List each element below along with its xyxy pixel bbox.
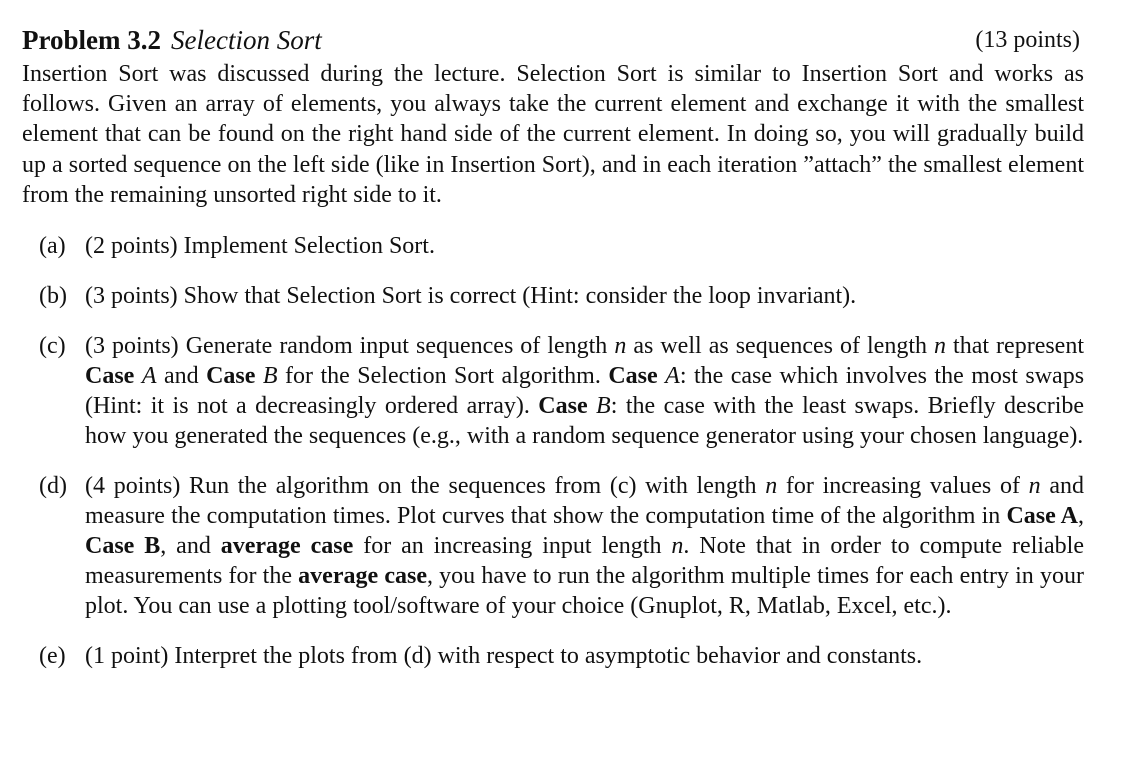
case-word: Case [85, 363, 135, 390]
text-run: , and [160, 533, 221, 560]
subtask-d-text [85, 471, 1084, 621]
text-run: and measure the computation times. Plot curves that show the computation time of the algorithm in [85, 473, 1084, 530]
text-run: , [1078, 503, 1084, 530]
subtask-c [22, 331, 1084, 451]
text-run: : the case which involves the most swaps (Hint: it is not a decreasingly ordered array). [85, 363, 1085, 420]
subtask-b-label: (b) [39, 283, 67, 310]
subtask-c-text [85, 331, 1084, 451]
math-case-a: A [665, 363, 680, 390]
case-b-bold: Case B [85, 533, 161, 560]
math-case-b: B [262, 363, 278, 390]
subtask-d [22, 471, 1084, 621]
problem-title: Selection Sort [170, 25, 322, 55]
subtask-b-text: (3 points) Show that Selection Sort is correct (Hint: consider the loop invariant). [85, 283, 857, 310]
average-case-bold: average case [298, 563, 427, 590]
problem-points: (13 points) [975, 27, 1080, 53]
math-n: n [671, 533, 684, 560]
subtask-a [22, 231, 1084, 261]
subtask-c-label: (c) [39, 333, 66, 360]
average-case-bold: average case [220, 533, 354, 560]
text-run: (3 points) Generate random input sequences of length [85, 333, 615, 360]
problem-number: Problem 3.2 [22, 25, 161, 55]
text-run: and [156, 363, 207, 390]
subtask-d-label: (d) [39, 473, 67, 500]
case-word: Case [206, 363, 256, 390]
math-case-b: B [596, 393, 611, 420]
text-run: as well as sequences of length [626, 333, 935, 360]
text-run: for an increasing input length [353, 533, 672, 560]
subtask-e-label: (e) [39, 643, 66, 670]
math-n: n [1028, 473, 1041, 500]
math-n: n [765, 473, 778, 500]
text-run: that represent [946, 333, 1085, 360]
problem-header [22, 22, 1084, 58]
math-case-a: A [141, 363, 157, 390]
math-n: n [614, 333, 627, 360]
case-word: Case [608, 363, 658, 390]
text-run: (4 points) Run the algorithm on the sequences from (c) with length [85, 473, 766, 500]
subtask-b [22, 281, 1084, 311]
text-run: for increasing values of [777, 473, 1029, 500]
subtask-list [22, 231, 1084, 671]
case-word: Case [538, 393, 588, 420]
problem-intro: Insertion Sort was discussed during the lecture. Selection Sort is similar to Insertion Sort and works as follows. Given an array of elements, you always take the current element and exchange it with the smallest element that can be found on the right hand side of the current element. In doing so, you will gradually build up a sorted sequence on the left side (like in Insertion Sort), and in each iteration ”attach” the smallest element from the remaining unsorted right side to it. [22, 61, 1084, 208]
problem-page [22, 22, 1084, 671]
text-run: for the Selection Sort algorithm. [277, 363, 609, 390]
math-n: n [934, 333, 947, 360]
case-a-bold: Case A [1006, 503, 1078, 530]
text-run: : the case with the least swaps. Briefly describe how you generated the sequences (e.g., with a random sequence generator using your chosen language). [85, 393, 1085, 450]
text-run: . Note that in order to compute reliable measurements for the [85, 533, 1084, 590]
text-run: , you have to run the algorithm multiple times for each entry in your plot. You can use a plotting tool/software of your choice (Gnuplot, R, Matlab, Excel, etc.). [85, 563, 1084, 620]
subtask-a-label: (a) [39, 233, 66, 260]
subtask-e-text: (1 point) Interpret the plots from (d) with respect to asymptotic behavior and constants. [85, 643, 923, 670]
subtask-e [22, 641, 1084, 671]
subtask-a-text: (2 points) Implement Selection Sort. [85, 233, 435, 260]
